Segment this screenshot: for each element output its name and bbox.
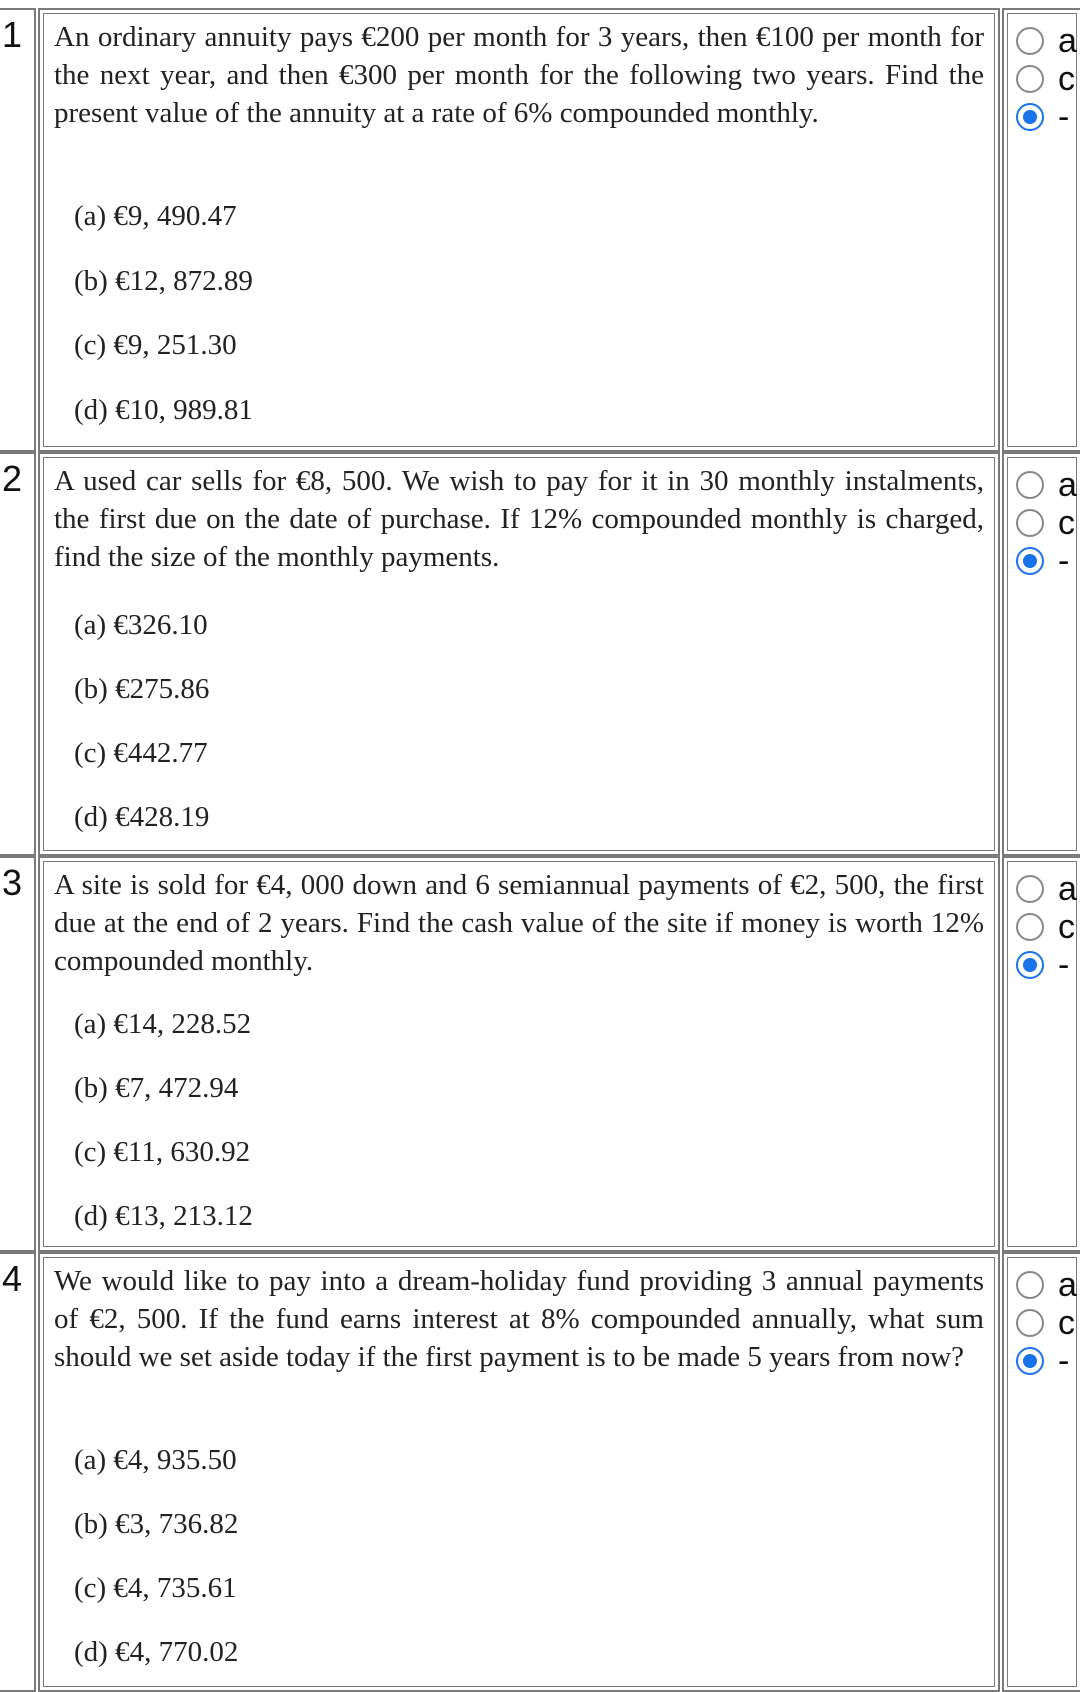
option-d: (d) €10, 989.81 (74, 394, 253, 426)
answer-choice-c[interactable] (1016, 60, 1075, 98)
question-row-2 (0, 452, 1080, 856)
radio-button-selected[interactable] (1016, 547, 1044, 575)
choice-label: a (1058, 1265, 1077, 1304)
option-a: (a) €4, 935.50 (74, 1444, 237, 1476)
option-d: (d) €13, 213.12 (74, 1200, 253, 1232)
radio-button[interactable] (1016, 509, 1044, 537)
question-cell (38, 452, 1000, 856)
choice-label: a (1058, 869, 1077, 908)
choice-label: - (1058, 1341, 1070, 1380)
question-cell (38, 1252, 1000, 1692)
question-row-3 (0, 856, 1080, 1252)
radio-button[interactable] (1016, 65, 1044, 93)
choice-label: a (1058, 21, 1077, 60)
answer-choice-none[interactable] (1016, 1342, 1069, 1380)
answer-choice-none[interactable] (1016, 542, 1069, 580)
question-number: 4 (0, 1252, 36, 1692)
radio-button[interactable] (1016, 1271, 1044, 1299)
question-cell (38, 8, 1000, 452)
answer-choice-none[interactable] (1016, 98, 1069, 136)
option-a: (a) €9, 490.47 (74, 200, 237, 232)
choice-label: c (1058, 1303, 1075, 1342)
radio-button[interactable] (1016, 1309, 1044, 1337)
choice-label: - (1058, 541, 1070, 580)
question-row-4 (0, 1252, 1080, 1692)
option-c: (c) €442.77 (74, 737, 208, 769)
option-c: (c) €11, 630.92 (74, 1136, 251, 1168)
option-d: (d) €4, 770.02 (74, 1636, 239, 1668)
choice-label: - (1058, 945, 1070, 984)
radio-button[interactable] (1016, 913, 1044, 941)
answer-cell (1002, 856, 1080, 1252)
answer-choice-a[interactable] (1016, 1266, 1077, 1304)
option-b: (b) €3, 736.82 (74, 1508, 239, 1540)
radio-button[interactable] (1016, 471, 1044, 499)
question-number: 2 (0, 452, 36, 856)
question-row-1 (0, 8, 1080, 452)
question-text: An ordinary annuity pays €200 per month for 3 years, then €100 per month for the next year, and then €300 per month for the following two years. Find the present value of the annuity at a rate of 6% compounded monthly. (54, 21, 984, 129)
choice-label: c (1058, 59, 1075, 98)
option-b: (b) €275.86 (74, 673, 210, 705)
answer-cell (1002, 8, 1080, 452)
question-number: 1 (0, 8, 36, 452)
answer-choice-none[interactable] (1016, 946, 1069, 984)
option-b: (b) €7, 472.94 (74, 1072, 239, 1104)
answer-choice-a[interactable] (1016, 870, 1077, 908)
option-a: (a) €326.10 (74, 609, 208, 641)
option-c: (c) €4, 735.61 (74, 1572, 237, 1604)
answer-cell (1002, 1252, 1080, 1692)
choice-label: c (1058, 503, 1075, 542)
question-text: A site is sold for €4, 000 down and 6 semiannual payments of €2, 500, the first due at the end of 2 years. Find the cash value of the site if money is worth 12% compounded monthly. (54, 869, 984, 977)
radio-button-selected[interactable] (1016, 103, 1044, 131)
option-d: (d) €428.19 (74, 801, 210, 833)
question-number: 3 (0, 856, 36, 1252)
answer-choice-c[interactable] (1016, 1304, 1075, 1342)
option-c: (c) €9, 251.30 (74, 329, 237, 361)
answer-choice-a[interactable] (1016, 466, 1077, 504)
option-b: (b) €12, 872.89 (74, 265, 253, 297)
radio-button[interactable] (1016, 875, 1044, 903)
answer-choice-c[interactable] (1016, 908, 1075, 946)
radio-button[interactable] (1016, 27, 1044, 55)
question-cell (38, 856, 1000, 1252)
option-a: (a) €14, 228.52 (74, 1008, 252, 1040)
radio-button-selected[interactable] (1016, 1347, 1044, 1375)
radio-button-selected[interactable] (1016, 951, 1044, 979)
choice-label: - (1058, 97, 1070, 136)
choice-label: a (1058, 465, 1077, 504)
question-text: We would like to pay into a dream-holiday fund providing 3 annual payments of €2, 500. If the fund earns interest at 8% compounded annually, what sum should we set aside today if the first payment is to be made 5 years from now? (54, 1265, 984, 1373)
answer-choice-c[interactable] (1016, 504, 1075, 542)
choice-label: c (1058, 907, 1075, 946)
answer-cell (1002, 452, 1080, 856)
answer-choice-a[interactable] (1016, 22, 1077, 60)
question-text: A used car sells for €8, 500. We wish to pay for it in 30 monthly instalments, the first due on the date of purchase. If 12% compounded monthly is charged, find the size of the monthly payments. (54, 465, 984, 573)
